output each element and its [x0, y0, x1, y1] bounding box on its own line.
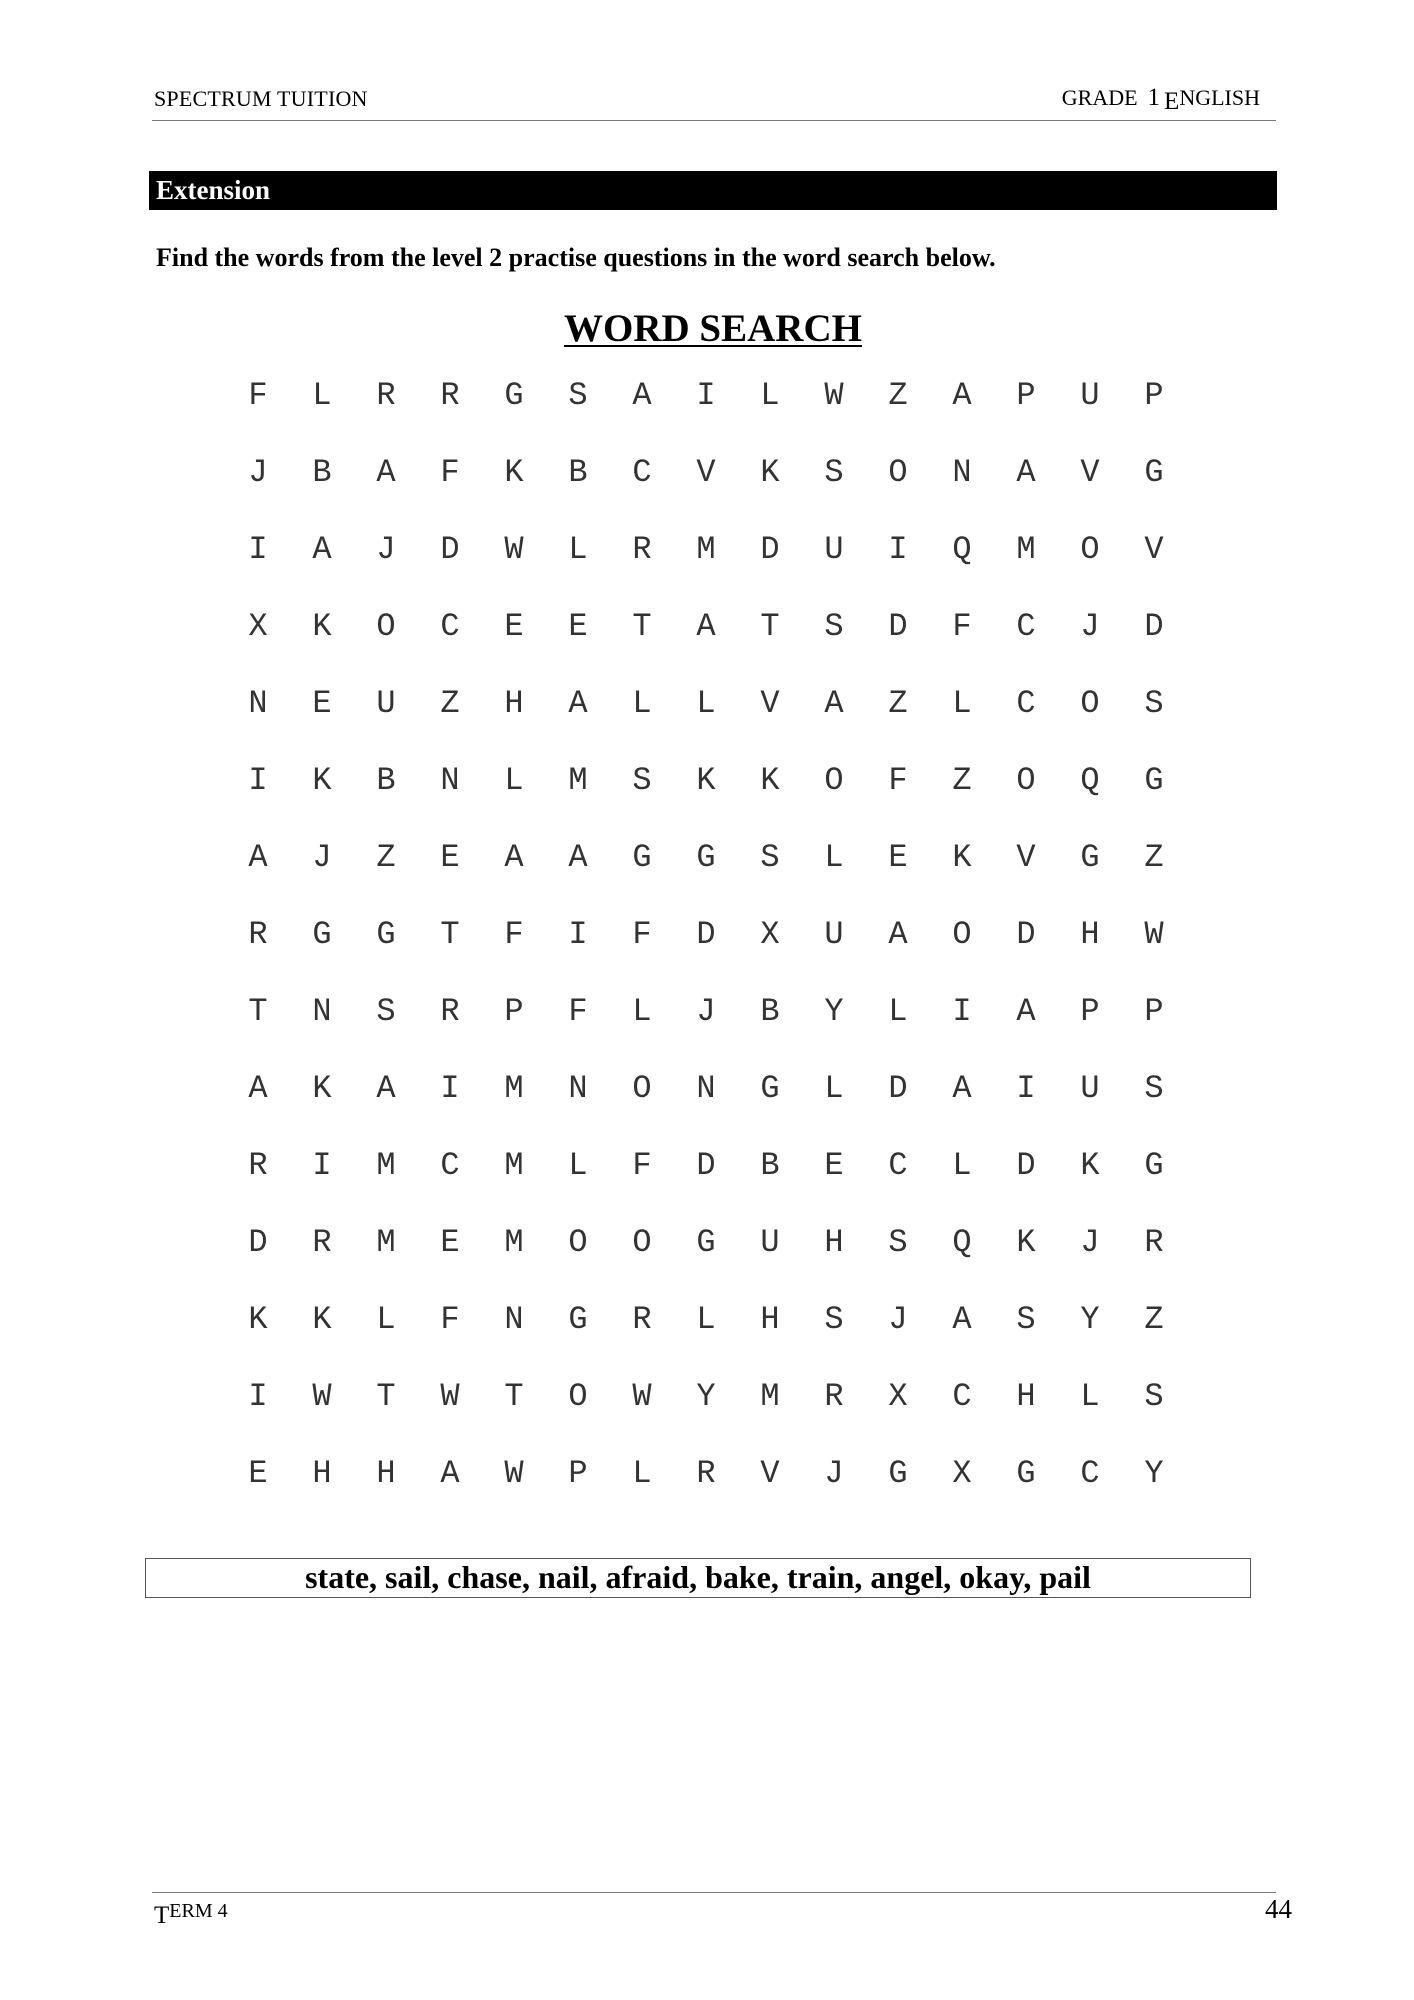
grid-letter: M	[376, 1147, 396, 1184]
grid-letter: Q	[1080, 762, 1100, 799]
grid-letter: L	[824, 1070, 844, 1107]
grid-letter: A	[1016, 454, 1036, 491]
grid-letter: L	[632, 993, 652, 1030]
grid-letter: L	[824, 839, 844, 876]
grid-letter: S	[1016, 1301, 1036, 1338]
grid-letter: O	[568, 1378, 588, 1415]
grid-letter: W	[440, 1378, 460, 1415]
grid-letter: L	[760, 377, 780, 414]
grid-letter: K	[1080, 1147, 1100, 1184]
grid-letter: Q	[952, 531, 972, 568]
grid-letter: S	[568, 377, 588, 414]
grid-letter: V	[760, 685, 780, 722]
grid-letter: W	[632, 1378, 652, 1415]
grid-letter: H	[760, 1301, 780, 1338]
grid-letter: E	[504, 608, 524, 645]
grid-letter: R	[440, 993, 460, 1030]
grid-letter: C	[1016, 608, 1036, 645]
header-grade-subject	[1061, 84, 1260, 115]
grid-letter: O	[1016, 762, 1036, 799]
grid-letter: I	[248, 531, 268, 568]
grid-letter: J	[696, 993, 716, 1030]
grid-letter: P	[1080, 993, 1100, 1030]
footer-term-rest: ERM 4	[169, 1900, 228, 1922]
section-title: Extension	[156, 175, 271, 205]
grid-letter: M	[568, 762, 588, 799]
grid-letter: G	[1016, 1455, 1036, 1492]
grid-row	[226, 671, 1186, 748]
grid-letter: Y	[696, 1378, 716, 1415]
grid-letter: R	[312, 1224, 332, 1261]
grid-letter: A	[312, 531, 332, 568]
grid-letter: R	[248, 916, 268, 953]
grid-letter: D	[760, 531, 780, 568]
grid-letter: B	[760, 1147, 780, 1184]
grid-letter: X	[760, 916, 780, 953]
grid-letter: F	[440, 1301, 460, 1338]
grid-letter: S	[1144, 1070, 1164, 1107]
grid-letter: R	[1144, 1224, 1164, 1261]
grid-letter: I	[312, 1147, 332, 1184]
grid-letter: U	[824, 916, 844, 953]
word-search-title-wrap	[0, 306, 1414, 351]
grid-row	[226, 902, 1186, 979]
grid-letter: Y	[824, 993, 844, 1030]
grid-letter: W	[504, 531, 524, 568]
grid-letter: K	[312, 1301, 332, 1338]
grid-letter: O	[888, 454, 908, 491]
grid-letter: P	[504, 993, 524, 1030]
grid-letter: Y	[1144, 1455, 1164, 1492]
grid-letter: A	[376, 1070, 396, 1107]
grid-letter: H	[1080, 916, 1100, 953]
grid-letter: M	[504, 1070, 524, 1107]
grid-letter: Z	[888, 685, 908, 722]
grid-letter: R	[824, 1378, 844, 1415]
grid-letter: V	[1144, 531, 1164, 568]
grid-letter: S	[1144, 685, 1164, 722]
grid-letter: L	[632, 685, 652, 722]
grid-letter: B	[376, 762, 396, 799]
grid-letter: F	[440, 454, 460, 491]
grid-row	[226, 1056, 1186, 1133]
grid-letter: G	[1080, 839, 1100, 876]
grid-letter: L	[696, 685, 716, 722]
grid-letter: A	[440, 1455, 460, 1492]
grid-letter: G	[312, 916, 332, 953]
grid-letter: Z	[888, 377, 908, 414]
grid-letter: W	[824, 377, 844, 414]
grid-letter: T	[632, 608, 652, 645]
grid-letter: M	[376, 1224, 396, 1261]
grid-letter: C	[952, 1378, 972, 1415]
grid-letter: B	[568, 454, 588, 491]
grid-row	[226, 1364, 1186, 1441]
grid-letter: F	[504, 916, 524, 953]
grid-letter: Z	[376, 839, 396, 876]
grid-letter: F	[632, 916, 652, 953]
grid-letter: M	[504, 1147, 524, 1184]
grid-letter: G	[504, 377, 524, 414]
grid-letter: G	[696, 839, 716, 876]
grid-letter: M	[504, 1224, 524, 1261]
grid-letter: B	[312, 454, 332, 491]
grid-letter: D	[1016, 1147, 1036, 1184]
grid-letter: G	[888, 1455, 908, 1492]
grid-letter: N	[504, 1301, 524, 1338]
grid-row	[226, 748, 1186, 825]
grid-letter: U	[1080, 377, 1100, 414]
grid-letter: S	[632, 762, 652, 799]
grid-letter: T	[248, 993, 268, 1030]
grid-letter: V	[696, 454, 716, 491]
grid-letter: X	[888, 1378, 908, 1415]
grid-letter: I	[440, 1070, 460, 1107]
grid-letter: G	[696, 1224, 716, 1261]
grid-row	[226, 1287, 1186, 1364]
grid-letter: W	[1144, 916, 1164, 953]
grid-letter: K	[760, 454, 780, 491]
grid-letter: I	[888, 531, 908, 568]
grid-letter: Q	[952, 1224, 972, 1261]
grid-letter: E	[312, 685, 332, 722]
grid-letter: D	[440, 531, 460, 568]
grid-letter: J	[1080, 608, 1100, 645]
grid-letter: O	[1080, 531, 1100, 568]
grid-letter: A	[376, 454, 396, 491]
grid-letter: K	[504, 454, 524, 491]
grid-letter: N	[952, 454, 972, 491]
grid-letter: B	[760, 993, 780, 1030]
grid-letter: R	[376, 377, 396, 414]
grid-letter: T	[376, 1378, 396, 1415]
grid-letter: N	[312, 993, 332, 1030]
grid-row	[226, 1210, 1186, 1287]
grid-letter: K	[312, 1070, 332, 1107]
grid-letter: S	[888, 1224, 908, 1261]
grid-letter: L	[376, 1301, 396, 1338]
grid-letter: L	[568, 531, 588, 568]
grid-row	[226, 440, 1186, 517]
grid-letter: A	[1016, 993, 1036, 1030]
grid-letter: O	[568, 1224, 588, 1261]
grid-letter: A	[952, 377, 972, 414]
grid-letter: A	[504, 839, 524, 876]
grid-letter: O	[1080, 685, 1100, 722]
grid-letter: V	[1080, 454, 1100, 491]
grid-letter: P	[568, 1455, 588, 1492]
grid-letter: J	[248, 454, 268, 491]
grid-letter: A	[568, 839, 588, 876]
grid-letter: S	[760, 839, 780, 876]
grid-letter: U	[824, 531, 844, 568]
grid-letter: A	[568, 685, 588, 722]
grid-letter: S	[1144, 1378, 1164, 1415]
grid-letter: I	[248, 1378, 268, 1415]
grid-letter: N	[696, 1070, 716, 1107]
grid-letter: R	[248, 1147, 268, 1184]
grid-letter: D	[248, 1224, 268, 1261]
grid-letter: C	[632, 454, 652, 491]
grid-letter: D	[888, 608, 908, 645]
grid-letter: G	[1144, 762, 1164, 799]
grid-letter: Z	[1144, 839, 1164, 876]
grid-letter: S	[376, 993, 396, 1030]
grid-letter: L	[952, 685, 972, 722]
grid-letter: F	[888, 762, 908, 799]
grid-letter: J	[824, 1455, 844, 1492]
grid-letter: L	[312, 377, 332, 414]
grid-letter: V	[1016, 839, 1036, 876]
grid-letter: E	[888, 839, 908, 876]
instruction-text: Find the words from the level 2 practise questions in the word search below.	[156, 243, 996, 272]
grid-letter: Z	[440, 685, 460, 722]
grid-letter: A	[248, 839, 268, 876]
grid-letter: W	[312, 1378, 332, 1415]
grid-letter: N	[568, 1070, 588, 1107]
grid-letter: R	[632, 1301, 652, 1338]
grid-letter: A	[248, 1070, 268, 1107]
grid-letter: A	[952, 1070, 972, 1107]
grid-letter: K	[696, 762, 716, 799]
grid-letter: P	[1144, 993, 1164, 1030]
grid-letter: J	[376, 531, 396, 568]
grid-letter: D	[888, 1070, 908, 1107]
grid-letter: S	[824, 1301, 844, 1338]
grid-letter: Z	[952, 762, 972, 799]
grid-letter: K	[312, 608, 332, 645]
grid-letter: O	[632, 1070, 652, 1107]
grid-letter: X	[248, 608, 268, 645]
grid-letter: G	[632, 839, 652, 876]
grid-letter: J	[1080, 1224, 1100, 1261]
grid-letter: F	[248, 377, 268, 414]
grid-letter: L	[632, 1455, 652, 1492]
grid-letter: A	[696, 608, 716, 645]
grid-letter: Y	[1080, 1301, 1100, 1338]
grid-letter: L	[696, 1301, 716, 1338]
grid-letter: A	[952, 1301, 972, 1338]
footer-term	[154, 1896, 228, 1929]
grid-letter: C	[440, 1147, 460, 1184]
grid-letter: R	[440, 377, 460, 414]
grid-letter: H	[1016, 1378, 1036, 1415]
grid-row	[226, 594, 1186, 671]
section-heading-bar	[149, 171, 1277, 210]
grid-row	[226, 825, 1186, 902]
grid-letter: O	[632, 1224, 652, 1261]
grid-row	[226, 363, 1186, 440]
grid-letter: Z	[1144, 1301, 1164, 1338]
grid-letter: P	[1016, 377, 1036, 414]
grid-letter: C	[1016, 685, 1036, 722]
word-list: state, sail, chase, nail, afraid, bake, train, angel, okay, pail	[305, 1559, 1091, 1595]
grid-letter: T	[760, 608, 780, 645]
grid-letter: L	[1080, 1378, 1100, 1415]
header-subject-rest: NGLISH	[1179, 85, 1260, 110]
grid-letter: N	[440, 762, 460, 799]
grid-letter: T	[504, 1378, 524, 1415]
footer-divider	[152, 1892, 1276, 1893]
grid-letter: T	[440, 916, 460, 953]
grid-letter: L	[952, 1147, 972, 1184]
grid-letter: D	[1016, 916, 1036, 953]
grid-letter: X	[952, 1455, 972, 1492]
grid-row	[226, 1441, 1186, 1518]
grid-row	[226, 517, 1186, 594]
word-search-grid	[226, 363, 1186, 1518]
header-grade-number: 1	[1147, 84, 1161, 111]
grid-letter: E	[568, 608, 588, 645]
word-list-box	[145, 1558, 1251, 1598]
page-header	[152, 84, 1276, 121]
grid-letter: H	[824, 1224, 844, 1261]
grid-letter: I	[952, 993, 972, 1030]
grid-letter: D	[696, 916, 716, 953]
grid-letter: C	[440, 608, 460, 645]
grid-letter: R	[632, 531, 652, 568]
grid-letter: R	[696, 1455, 716, 1492]
grid-letter: A	[888, 916, 908, 953]
grid-letter: E	[440, 1224, 460, 1261]
grid-letter: V	[760, 1455, 780, 1492]
grid-letter: O	[376, 608, 396, 645]
grid-letter: F	[632, 1147, 652, 1184]
grid-letter: J	[888, 1301, 908, 1338]
grid-letter: H	[312, 1455, 332, 1492]
grid-letter: E	[440, 839, 460, 876]
grid-letter: W	[504, 1455, 524, 1492]
grid-letter: E	[248, 1455, 268, 1492]
word-search-title: WORD SEARCH	[564, 307, 862, 350]
grid-letter: M	[1016, 531, 1036, 568]
grid-letter: K	[312, 762, 332, 799]
grid-letter: H	[504, 685, 524, 722]
grid-letter: C	[888, 1147, 908, 1184]
page-number: 44	[1265, 1894, 1292, 1924]
grid-letter: L	[568, 1147, 588, 1184]
grid-letter: L	[504, 762, 524, 799]
header-grade-label: GRADE	[1061, 85, 1138, 110]
grid-letter: P	[1144, 377, 1164, 414]
grid-letter: I	[248, 762, 268, 799]
grid-letter: G	[1144, 454, 1164, 491]
grid-letter: J	[312, 839, 332, 876]
grid-letter: D	[1144, 608, 1164, 645]
grid-letter: M	[760, 1378, 780, 1415]
grid-letter: C	[1080, 1455, 1100, 1492]
grid-letter: K	[1016, 1224, 1036, 1261]
grid-letter: K	[248, 1301, 268, 1338]
grid-letter: G	[568, 1301, 588, 1338]
grid-letter: U	[376, 685, 396, 722]
grid-letter: N	[248, 685, 268, 722]
grid-letter: A	[632, 377, 652, 414]
grid-letter: G	[376, 916, 396, 953]
grid-letter: G	[760, 1070, 780, 1107]
grid-letter: U	[1080, 1070, 1100, 1107]
grid-letter: O	[824, 762, 844, 799]
grid-letter: E	[824, 1147, 844, 1184]
header-school-name: SPECTRUM TUITION	[154, 86, 368, 111]
grid-letter: K	[760, 762, 780, 799]
grid-row	[226, 979, 1186, 1056]
grid-letter: H	[376, 1455, 396, 1492]
grid-letter: I	[568, 916, 588, 953]
grid-letter: G	[1144, 1147, 1164, 1184]
grid-letter: M	[696, 531, 716, 568]
grid-letter: F	[568, 993, 588, 1030]
header-subject-initial: E	[1164, 88, 1180, 115]
grid-letter: D	[696, 1147, 716, 1184]
grid-letter: S	[824, 608, 844, 645]
grid-letter: I	[1016, 1070, 1036, 1107]
grid-letter: A	[824, 685, 844, 722]
grid-letter: K	[952, 839, 972, 876]
grid-letter: O	[952, 916, 972, 953]
footer-term-initial: T	[154, 1902, 170, 1929]
grid-letter: U	[760, 1224, 780, 1261]
grid-letter: S	[824, 454, 844, 491]
grid-letter: I	[696, 377, 716, 414]
grid-letter: L	[888, 993, 908, 1030]
grid-row	[226, 1133, 1186, 1210]
grid-letter: F	[952, 608, 972, 645]
